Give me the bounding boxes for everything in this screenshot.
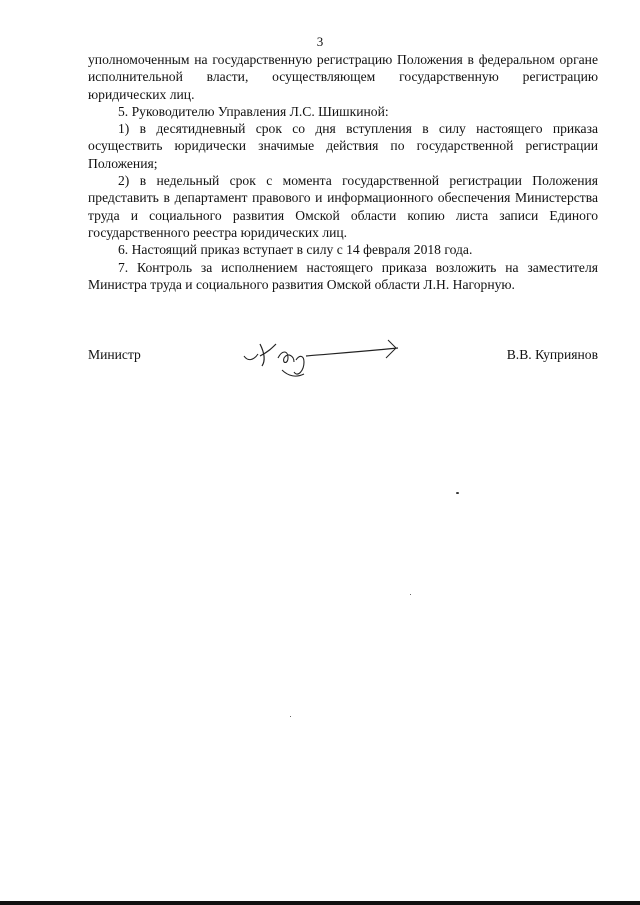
handwritten-signature [238,334,408,382]
scan-speck [290,716,291,717]
paragraph-item-7: 7. Контроль за исполнением настоящего приказа возложить на заместителя Министра труда и социального развития Омской области Л.Н. Нагорную. [88,259,598,292]
scan-speck [410,594,411,595]
document-body [88,51,598,293]
paragraph-item-5-1: 1) в десятидневный срок со дня вступления в силу настоящего приказа осуществить юридически значимые действия по государственной регистрации Положения; [88,121,598,171]
page-number: 3 [316,34,324,49]
signature-block [88,334,598,382]
signatory-title: Министр [88,347,141,362]
paragraph-item-6: 6. Настоящий приказ вступает в силу с 14 февраля 2018 года. [118,242,473,258]
signatory-name: В.В. Куприянов [506,347,598,362]
paragraph-item-5: 5. Руководителю Управления Л.С. Шишкиной: [118,103,389,119]
scan-speck [456,492,459,494]
scan-edge [0,901,640,905]
paragraph-continuation: уполномоченным на государственную регистрацию Положения в федеральном органе исполнительной власти, осуществляющем государственную регистрацию юридических лиц. [88,52,598,102]
paragraph-item-5-2: 2) в недельный срок с момента государственной регистрации Положения представить в департамент правового и информационного обеспечения Министерства труда и социального развития Омской области копию листа записи Единого государственного реестра юридических лиц. [88,173,598,240]
